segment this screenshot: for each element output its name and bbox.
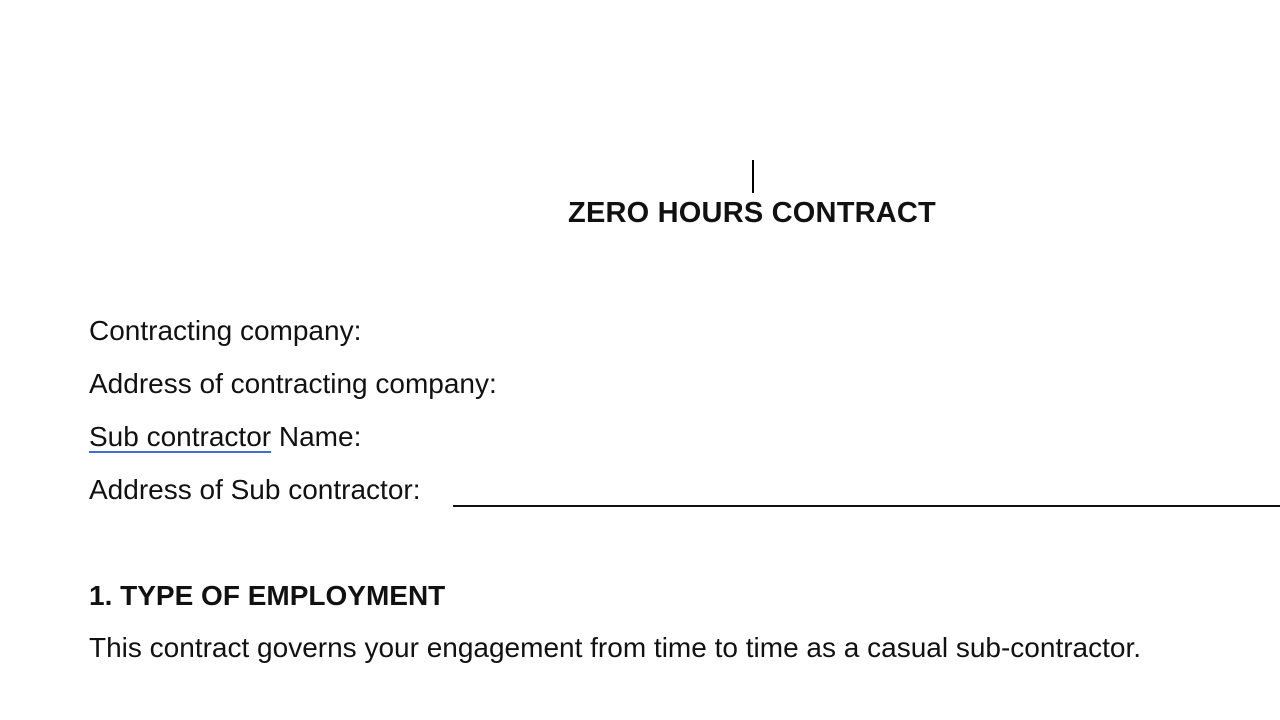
- contracting-company-label: Contracting company:: [89, 315, 362, 346]
- contracting-company-address-label: Address of contracting company:: [89, 368, 497, 399]
- section-body-text: This contract governs your engagement from time to time as a casual sub-contractor.: [89, 632, 1142, 663]
- sub-contractor-name-label: [89, 419, 361, 455]
- spellcheck-flagged-word[interactable]: Sub contractor: [89, 421, 272, 452]
- document-title: ZERO HOURS CONTRACT: [568, 197, 936, 229]
- sub-contractor-address-blank-line: [453, 505, 1280, 507]
- sub-contractor-address-label: Address of Sub contractor:: [89, 474, 421, 505]
- section-heading: 1. TYPE OF EMPLOYMENT: [89, 580, 446, 611]
- text-cursor: [752, 160, 754, 193]
- sub-contractor-name-suffix: Name:: [271, 421, 362, 452]
